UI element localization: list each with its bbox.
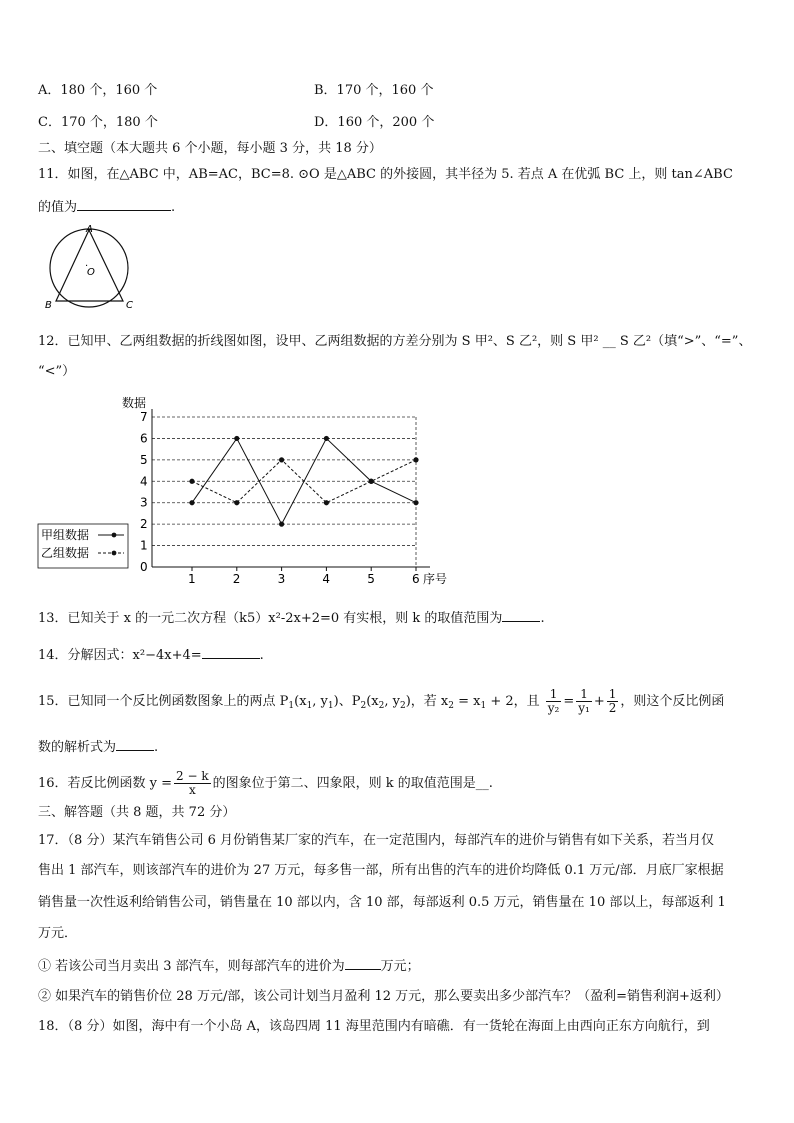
label-c: C <box>126 300 133 311</box>
q13-answer-blank <box>502 609 540 622</box>
q17-line4: 万元． <box>38 926 78 941</box>
q16-fraction: $\frac{2 - k}{x}$ <box>176 769 209 797</box>
label-b: B <box>45 300 52 311</box>
x-tick-label: 3 <box>277 572 286 586</box>
q12-line1: 12．已知甲、乙两组数据的折线图如图，设甲、乙两组数据的方差分别为 S 甲²、S 乙²，则 S 甲² __ S 乙²（填“>”、“=”、 <box>38 334 752 349</box>
q17-line2: 售出 1 部汽车，则该部汽车的进价为 27 万元，每多售一部，所有出售的汽车的进价均降低 0.1 万元/部．月底厂家根据 <box>38 863 724 878</box>
series-1-point <box>324 436 329 441</box>
series-1-point <box>189 500 194 505</box>
q15-cond-sub2: 2 <box>448 701 454 711</box>
q11-prefix: 的值为 <box>38 200 78 215</box>
series-2-point <box>279 457 284 462</box>
series-2-point <box>189 479 194 484</box>
legend-label-yi: 乙组数据 <box>41 546 90 560</box>
label-a: A <box>86 224 93 235</box>
y-tick-label: 6 <box>140 431 148 446</box>
line-chart <box>36 390 456 590</box>
q15-fraction-2: $\frac{1}{\text{y₁}}$ <box>578 687 590 715</box>
q15-y1-sub: 1 <box>327 701 334 711</box>
q17-line1: 17．（8 分）某汽车销售公司 6 月份销售某厂家的汽车，在一定范围内，每部汽车的进价与销售有如下关系，若当月仅 <box>38 833 714 848</box>
option-c: C．170 个，180 个 <box>38 115 158 130</box>
option-a: A．180 个，160 个 <box>38 83 158 98</box>
q15-fraction-3: $\frac{1}{2}$ <box>608 687 617 715</box>
option-b: B．170 个，160 个 <box>314 83 434 98</box>
q15-answer-blank <box>116 738 154 751</box>
section-2-title: 二、填空题（本大题共 6 个小题，每小题 3 分，共 18 分） <box>38 141 382 156</box>
q14-text: 14．分解因式：x²−4x+4= <box>38 648 202 663</box>
y-tick-label: 1 <box>140 538 148 553</box>
triangle-abc <box>56 230 123 301</box>
q17-line3: 销售量一次性返利给销售公司，销售量在 10 部以内，含 10 部，每部返利 0.5 万元，销售量在 10 部以上，每部返利 1 <box>38 895 726 910</box>
q15-line1 <box>38 688 724 715</box>
q15-fraction-1: $\frac{1}{\text{y₂}}$ <box>547 687 560 715</box>
q14-suffix: . <box>259 648 264 663</box>
q18-line1: 18．（8 分）如图，海中有一个小岛 A，该岛四周 11 海里范围内有暗礁．有一货轮在海面上由西向正东方向航行，到 <box>38 1019 710 1034</box>
x-tick-label: 1 <box>188 572 196 586</box>
q15-p1-end: )、P <box>333 694 361 709</box>
series-2-point <box>369 479 374 484</box>
q15-x2-sub: 2 <box>378 701 385 711</box>
y-tick-label: 2 <box>140 517 148 532</box>
q15-equals: = <box>563 694 575 709</box>
q16-prefix: 16．若反比例函数 y = <box>38 776 173 791</box>
series-2-point <box>324 500 329 505</box>
y-tick-label: 4 <box>140 474 148 489</box>
q17-sub2: ② 如果汽车的销售价位 28 万元/部，该公司计划当月盈利 12 万元，那么要卖出多少部汽车？（盈利=销售利润+返利） <box>38 989 729 1004</box>
label-o: O <box>87 267 95 278</box>
section-3-title: 三、解答题（共 8 题，共 72 分） <box>38 805 236 820</box>
q12-line2: “<”） <box>38 364 76 379</box>
q15-p2-end: )，若 x <box>405 694 449 709</box>
option-d: D．160 个，200 个 <box>314 115 435 130</box>
chart-legend <box>38 524 128 568</box>
q15-cond-mid: = x <box>453 694 481 709</box>
q15-p1-open: (x <box>294 694 307 709</box>
q15-p2-open: (x <box>366 694 379 709</box>
y-tick-label: 3 <box>140 495 148 510</box>
x-tick-label: 5 <box>367 572 375 586</box>
q17-sub1 <box>38 957 420 976</box>
q16-suffix: 的图象位于第二、四象限，则 k 的取值范围是__. <box>212 776 493 791</box>
q15-line2 <box>38 738 158 757</box>
x-tick-label: 2 <box>232 572 241 586</box>
chart-y-label: 数据 <box>122 396 147 410</box>
q15-suffix: ，则这个反比例函 <box>620 694 725 709</box>
series-2-point <box>413 457 418 462</box>
series-1-point <box>413 500 418 505</box>
series-1-point <box>234 436 239 441</box>
x-tick-label: 6 <box>412 572 420 586</box>
q15-line2-text: 数的解析式为 <box>38 740 117 755</box>
q15-y2-sub: 2 <box>399 701 406 711</box>
legend-marker-yi <box>112 551 117 556</box>
q14-answer-blank <box>202 646 260 659</box>
legend-marker-jia <box>112 533 117 538</box>
q15-plus: + <box>593 694 605 709</box>
q11-circle-figure <box>38 224 138 312</box>
y-tick-label: 0 <box>140 560 148 574</box>
q15-line2-suffix: . <box>154 740 159 755</box>
q15-cond-end: + 2，且 <box>486 694 540 709</box>
q15-x1-sub: 1 <box>306 701 313 711</box>
x-tick-label: 4 <box>322 572 331 586</box>
q11-answer-blank <box>77 198 171 211</box>
q13 <box>38 609 545 628</box>
series-2-point <box>234 500 239 505</box>
y-tick-label: 7 <box>140 410 148 424</box>
q15-cond-sub1: 1 <box>480 701 487 711</box>
q11-suffix: . <box>171 200 176 215</box>
y-tick-label: 5 <box>140 452 148 467</box>
q15-p1-sub: 1 <box>288 701 295 711</box>
q15-p1-mid: , y <box>312 694 328 709</box>
q11-line2 <box>38 198 175 217</box>
q11-line1: 11．如图，在△ABC 中，AB=AC，BC=8. ⊙O 是△ABC 的外接圆，其半径为 5. 若点 A 在优弧 BC 上，则 tan∠ABC <box>38 167 733 182</box>
q13-text: 13．已知关于 x 的一元二次方程（k5）x²-2x+2=0 有实根，则 k 的取值范围为 <box>38 611 503 626</box>
q14 <box>38 646 264 665</box>
q15-p2-mid: , y <box>384 694 400 709</box>
center-dot: · <box>85 261 89 272</box>
chart-x-label: 序号 <box>423 572 448 586</box>
series-1-point <box>279 522 284 527</box>
q15-p2-sub: 2 <box>360 701 367 711</box>
legend-label-jia: 甲组数据 <box>41 528 90 542</box>
q15-prefix: 15．已知同一个反比例函数图象上的两点 P <box>38 694 289 709</box>
q16 <box>38 770 493 797</box>
q17-sub1-suffix: 万元； <box>380 959 420 974</box>
q17-sub1-blank <box>345 957 381 970</box>
q17-sub1-text: ① 若该公司当月卖出 3 部汽车，则每部汽车的进价为 <box>38 959 345 974</box>
q13-suffix: . <box>540 611 545 626</box>
